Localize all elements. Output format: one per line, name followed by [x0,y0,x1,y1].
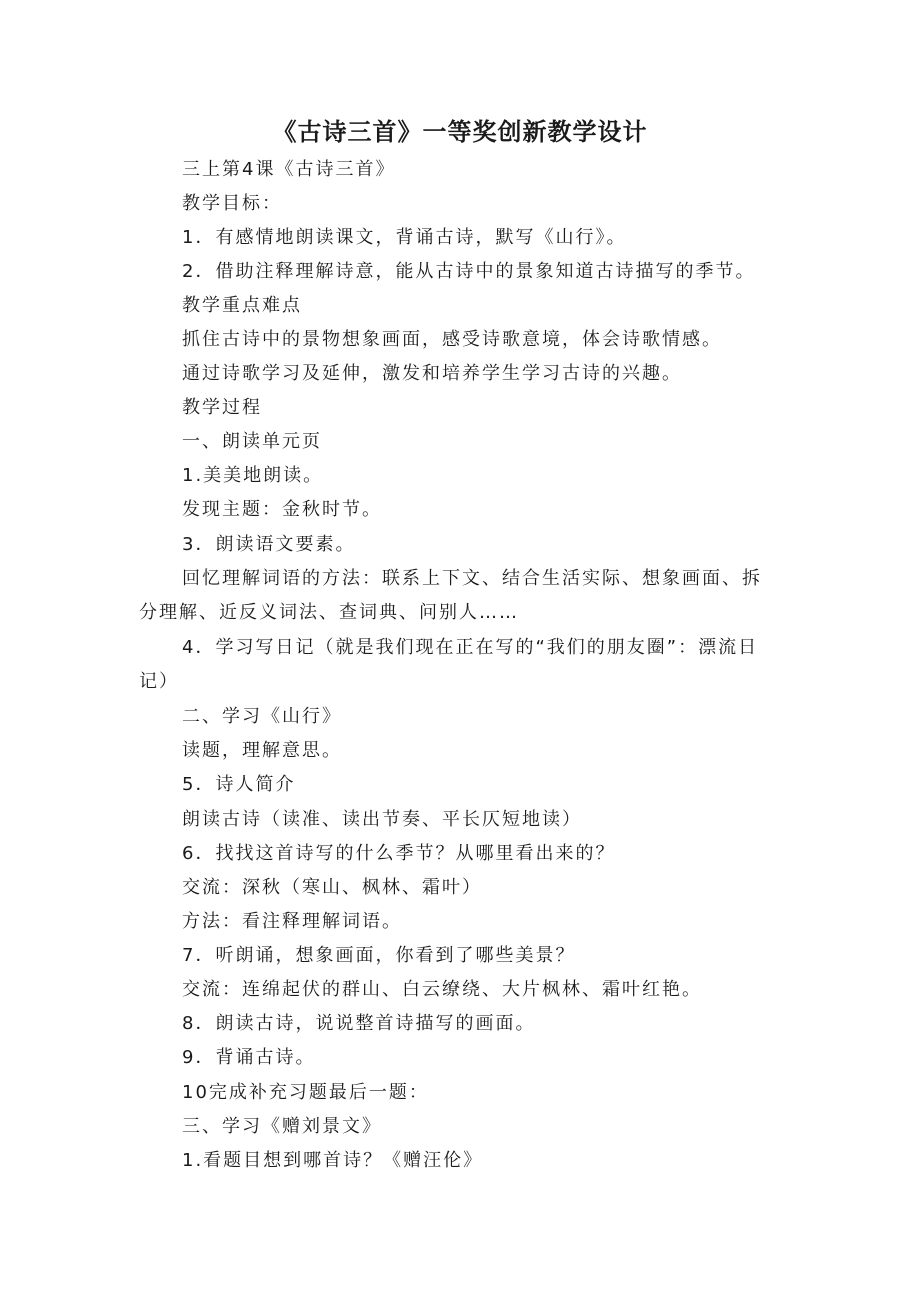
text-line: 二、学习《山行》 [182,706,342,727]
text-line: 教学重点难点 [182,295,302,316]
text-line: 三上第4课《古诗三首》 [182,159,396,180]
text-line: 教学过程 [182,397,262,418]
text-line: 教学目标： [182,193,282,214]
text-line: 朗读古诗（读准、读出节奏、平长仄短地读） [182,809,582,830]
text-line: 回忆理解词语的方法：联系上下文、结合生活实际、想象画面、拆 [182,568,762,589]
text-line: 交流：深秋（寒山、枫林、霜叶） [182,877,482,898]
text-line: 1.看题目想到哪首诗？《赠汪伦》 [182,1150,484,1171]
text-line: 读题，理解意思。 [182,740,342,761]
text-line: 7．听朗诵，想象画面，你看到了哪些美景？ [182,945,576,966]
text-line: 记） [139,671,179,692]
text-line: 1．有感情地朗读课文，背诵古诗，默写《山行》。 [182,227,627,248]
text-line: 10完成补充习题最后一题： [182,1082,429,1103]
text-line: 三、学习《赠刘景文》 [182,1116,382,1137]
document-title: 《古诗三首》一等奖创新教学设计 [272,118,648,146]
text-line: 9．背诵古诗。 [182,1047,316,1068]
text-line: 4．学习写日记（就是我们现在正在写的“我们的朋友圈”：漂流日 [182,637,759,658]
text-line: 5．诗人简介 [182,774,296,795]
text-line: 通过诗歌学习及延伸，激发和培养学生学习古诗的兴趣。 [182,363,682,384]
text-line: 方法：看注释理解词语。 [182,911,402,932]
text-line: 一、朗读单元页 [182,431,322,452]
text-line: 分理解、近反义词法、查词典、问别人…… [139,602,519,623]
text-line: 8．朗读古诗，说说整首诗描写的画面。 [182,1013,536,1034]
text-line: 发现主题：金秋时节。 [182,499,382,520]
text-line: 交流：连绵起伏的群山、白云缭绕、大片枫林、霜叶红艳。 [182,979,702,1000]
text-line: 6．找找这首诗写的什么季节？从哪里看出来的？ [182,843,616,864]
text-line: 2．借助注释理解诗意，能从古诗中的景象知道古诗描写的季节。 [182,261,756,282]
text-line: 1.美美地朗读。 [182,465,324,486]
text-line: 抓住古诗中的景物想象画面，感受诗歌意境，体会诗歌情感。 [182,329,722,350]
text-line: 3．朗读语文要素。 [182,534,356,555]
